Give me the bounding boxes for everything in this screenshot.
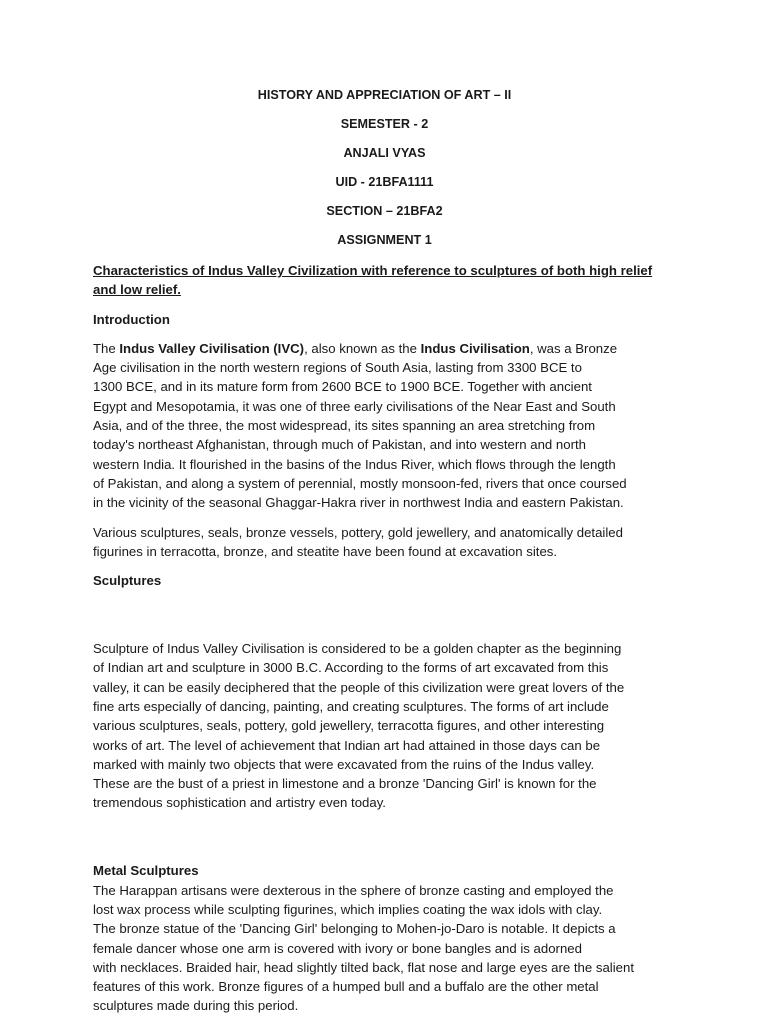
text-run: , also known as the xyxy=(304,340,421,356)
paragraph-line: Age civilisation in the north western regions of South Asia, lasting from 3300 BCE to xyxy=(93,360,582,376)
paragraph-line: The bronze statue of the 'Dancing Girl' belonging to Mohen-jo-Daro is notable. It depicts a xyxy=(93,921,616,937)
uid-label: UID - 21BFA1111 xyxy=(335,175,434,189)
paragraph-line: with necklaces. Braided hair, head slightly tilted back, flat nose and large eyes are the salient xyxy=(93,959,635,975)
paragraph-line: in the vicinity of the seasonal Ghaggar-Hakra river in northwest India and eastern Pakistan. xyxy=(93,495,624,511)
paragraph-line xyxy=(93,339,676,358)
student-name: ANJALI VYAS xyxy=(343,146,426,160)
assignment-label: ASSIGNMENT 1 xyxy=(337,233,432,247)
paragraph-line: various sculptures, seals, pottery, gold jewellery, terracotta figures, and other interesting xyxy=(93,718,605,734)
paragraph-line: These are the bust of a priest in limestone and a bronze 'Dancing Girl' is known for the xyxy=(93,776,597,792)
text-run: The xyxy=(93,340,120,356)
sculptures-heading: Sculptures xyxy=(93,573,162,589)
paragraph-line: female dancer whose one arm is covered with ivory or bone bangles and is adorned xyxy=(93,940,582,956)
paragraph-line: fine arts especially of dancing, painting, and creating sculptures. The forms of art include xyxy=(93,698,609,714)
paragraph-line: Asia, and of the three, the most widespread, its sites spanning an area stretching from xyxy=(93,418,596,434)
bold-term-ivc: Indus Valley Civilisation (IVC) xyxy=(119,340,305,356)
introduction-heading: Introduction xyxy=(93,311,170,327)
introduction-paragraph-1 xyxy=(93,339,676,513)
paragraph-line: Egypt and Mesopotamia, it was one of three early civilisations of the Near East and South xyxy=(93,398,616,414)
assignment-title-line-2: and low relief. xyxy=(93,282,181,298)
paragraph-line: figurines in terracotta, bronze, and steatite have been found at excavation sites. xyxy=(93,543,558,559)
paragraph-line: features of this work. Bronze figures of a humped bull and a buffalo are the other metal xyxy=(93,979,599,995)
metal-sculptures-heading: Metal Sculptures xyxy=(93,863,199,879)
paragraph-line: today's northeast Afghanistan, through much of Pakistan, and into western and north xyxy=(93,437,586,453)
semester-label: SEMESTER - 2 xyxy=(340,117,429,131)
paragraph-line: marked with mainly two objects that were excavated from the ruins of the Indus valley. xyxy=(93,756,595,772)
course-title: HISTORY AND APPRECIATION OF ART – II xyxy=(257,88,512,102)
assignment-title-line-1: Characteristics of Indus Valley Civilization with reference to sculptures of both high relief xyxy=(93,263,653,278)
introduction-paragraph-2 xyxy=(93,523,676,562)
paragraph-line: Sculpture of Indus Valley Civilisation is considered to be a golden chapter as the beginning xyxy=(93,641,622,657)
section-label: SECTION – 21BFA2 xyxy=(326,204,443,218)
assignment-title xyxy=(93,261,676,300)
paragraph-line: Various sculptures, seals, bronze vessels, pottery, gold jewellery, and anatomically detailed xyxy=(93,524,623,540)
metal-sculptures-paragraph xyxy=(93,881,676,1016)
text-run: , was a Bronze xyxy=(529,340,618,356)
paragraph-line: of Pakistan, and along a system of perennial, mostly monsoon-fed, rivers that once coursed xyxy=(93,475,627,491)
paragraph-line: of Indian art and sculpture in 3000 B.C. According to the forms of art excavated from this xyxy=(93,660,609,676)
paragraph-line: western India. It flourished in the basins of the Indus River, which flows through the length xyxy=(93,456,616,472)
paragraph-line: sculptures made during this period. xyxy=(93,998,299,1014)
sculptures-paragraph xyxy=(93,600,676,851)
paragraph-line: works of art. The level of achievement that Indian art had attained in those days can be xyxy=(93,737,601,753)
paragraph-line: valley, it can be easily deciphered that the people of this civilization were great lovers of the xyxy=(93,679,625,695)
paragraph-line: The Harappan artisans were dexterous in the sphere of bronze casting and employed the xyxy=(93,882,614,898)
bold-term-indus-civilisation: Indus Civilisation xyxy=(420,340,530,356)
paragraph-line: tremendous sophistication and artistry even today. xyxy=(93,795,386,811)
paragraph-line: lost wax process while sculpting figurines, which implies coating the wax idols with clay. xyxy=(93,901,603,917)
paragraph-line: 1300 BCE, and in its mature form from 2600 BCE to 1900 BCE. Together with ancient xyxy=(93,379,592,395)
